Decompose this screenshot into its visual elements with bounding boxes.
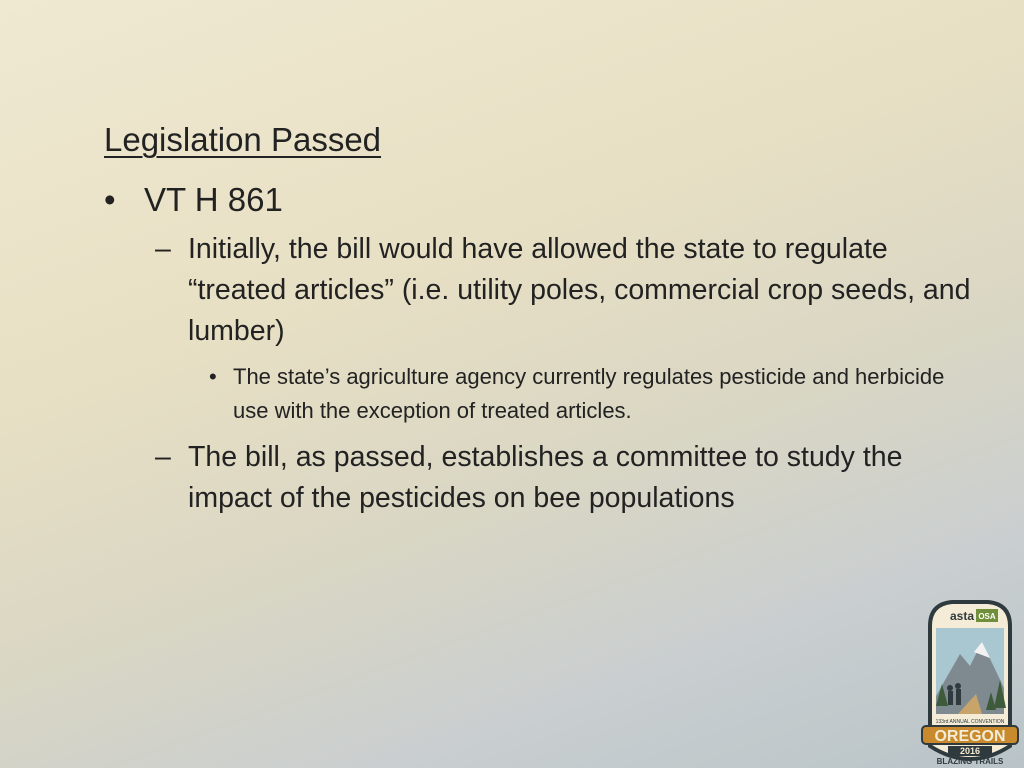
- logo-name: OREGON: [934, 728, 1006, 745]
- sub-point-text: The state’s agriculture agency currently regulates pesticide and herbicide use with the exception of treated articles.: [233, 364, 945, 423]
- logo-top-text: asta: [949, 609, 975, 623]
- logo-year: 2016: [959, 746, 981, 756]
- bullet-glyph: •: [209, 364, 217, 389]
- logo-top-text-2: OSA: [978, 612, 996, 621]
- dash-glyph: –: [155, 233, 171, 265]
- sub-point-agency: [209, 360, 979, 428]
- logo-tagline: BLAZING TRAILS: [936, 757, 1004, 766]
- sub-item-as-passed: [155, 437, 985, 519]
- sub-item-initially: [155, 229, 985, 352]
- bullet-item-label: VT H 861: [144, 181, 283, 218]
- convention-logo: [918, 596, 1022, 766]
- logo-banner-small: 133rd ANNUAL CONVENTION: [935, 719, 1005, 725]
- bullet-glyph: •: [104, 181, 116, 218]
- slide-heading: Legislation Passed: [104, 121, 382, 158]
- sub-item-text: Initially, the bill would have allowed the state to regulate “treated articles” (i.e. utility poles, commercial crop seeds, and lumber): [188, 233, 971, 347]
- sub-item-text: The bill, as passed, establishes a committee to study the impact of the pesticides on bee populations: [188, 441, 903, 514]
- dash-glyph: –: [155, 441, 171, 473]
